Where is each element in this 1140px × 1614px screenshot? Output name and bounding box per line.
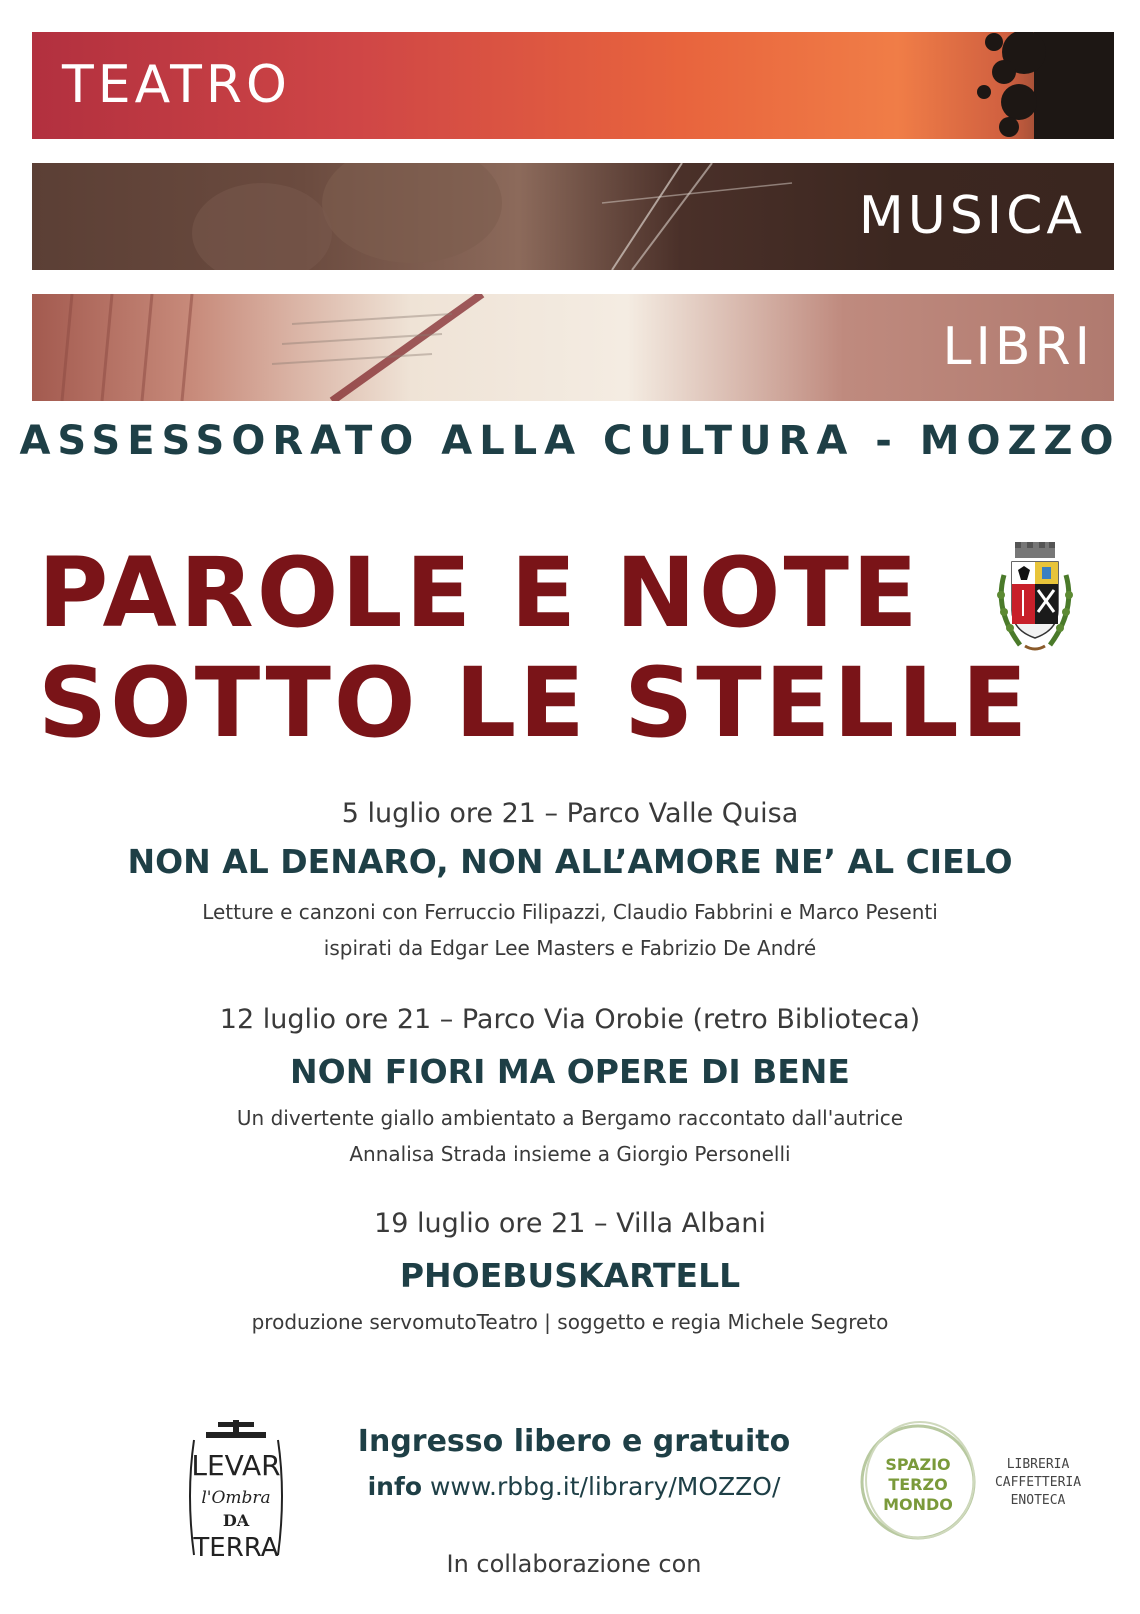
event-2-date: 12 luglio ore 21 – Parco Via Orobie (retro Biblioteca) — [219, 1004, 921, 1035]
tree-silhouette-icon — [914, 32, 1114, 139]
ingresso-libero-text: Ingresso libero e gratuito — [357, 1424, 791, 1459]
event-3-title: PHOEBUSKARTELL — [399, 1256, 741, 1295]
logo-right-side-word1: LIBRERIA — [1006, 1457, 1070, 1472]
logo-left-word2: l'Ombra — [201, 1488, 271, 1508]
logo-left-word4: TERRA — [193, 1533, 279, 1563]
banner-libri — [32, 294, 1114, 401]
banner-musica-label: MUSICA — [858, 186, 1086, 246]
event-3-desc-line1: produzione servomutoTeatro | soggetto e regia Michele Segreto — [251, 1310, 889, 1334]
main-title-line2: SOTTO LE STELLE — [38, 647, 1031, 759]
banner-teatro-label: TEATRO — [62, 55, 291, 115]
info-url-link[interactable]: www.rbbg.it/library/MOZZO/ — [429, 1472, 781, 1501]
banner-musica — [32, 163, 1114, 270]
banner-libri-label: LIBRI — [942, 317, 1094, 377]
logo-right-side-word2: CAFFETTERIA — [994, 1475, 1082, 1490]
event-1-title: NON AL DENARO, NON ALL’AMORE NE’ AL CIELO — [127, 842, 1013, 881]
banner-teatro — [32, 32, 1114, 139]
levar-lombra-da-terra-logo — [184, 1420, 288, 1570]
event-3-date: 19 luglio ore 21 – Villa Albani — [374, 1208, 766, 1239]
info-label: info — [367, 1472, 422, 1501]
logo-right-ring-word1: SPAZIO — [885, 1455, 951, 1474]
event-1-desc-line2: ispirati da Edgar Lee Masters e Fabrizio De André — [323, 936, 817, 960]
spazio-terzo-mondo-logo — [858, 1420, 1098, 1550]
coat-of-arms-icon — [990, 540, 1080, 665]
event-2-desc-line2: Annalisa Strada insieme a Giorgio Personelli — [349, 1142, 791, 1166]
event-1-date: 5 luglio ore 21 – Parco Valle Quisa — [341, 798, 799, 829]
event-1-desc-line1: Letture e canzoni con Ferruccio Filipazzi, Claudio Fabbrini e Marco Pesenti — [202, 900, 938, 924]
event-2-title: NON FIORI MA OPERE DI BENE — [290, 1052, 850, 1091]
collaboration-text: In collaborazione con — [446, 1550, 702, 1578]
logo-left-word1: LEVAR — [191, 1449, 281, 1482]
assessorato-heading: ASSESSORATO ALLA CULTURA - MOZZO — [19, 418, 1121, 464]
logo-right-ring-word2: TERZO — [888, 1475, 948, 1494]
logo-right-ring-word3: MONDO — [883, 1495, 953, 1514]
info-line — [300, 1472, 848, 1501]
main-title-line1: PAROLE E NOTE — [38, 537, 921, 649]
event-2-desc-line1: Un divertente giallo ambientato a Bergamo raccontato dall'autrice — [236, 1106, 904, 1130]
logo-right-side-word3: ENOTECA — [1010, 1493, 1066, 1508]
logo-left-word3: DA — [222, 1511, 250, 1530]
